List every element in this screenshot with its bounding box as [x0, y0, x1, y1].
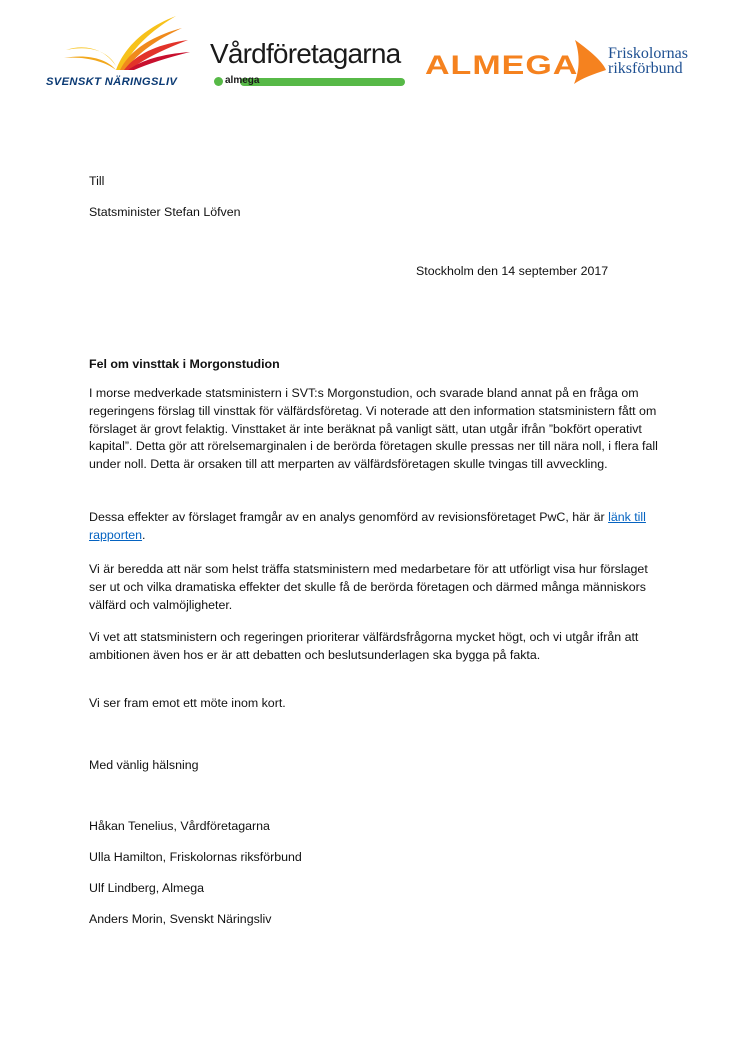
signatory: Anders Morin, Svenskt Näringsliv: [89, 912, 272, 926]
almega-wordmark: ALMEGA: [425, 50, 579, 81]
logo-row: [0, 0, 746, 110]
svenskt-naringsliv-wordmark: SVENSKT NÄRINGSLIV: [46, 76, 178, 88]
signatory: Håkan Tenelius, Vårdföretagarna: [89, 819, 270, 833]
paragraph-1: I morse medverkade statsministern i SVT:s Morgonstudion, och svarade bland annat på en fråga om regeringens förslag till vinsttak för välfärdsföretag. Vi noterade att den information statsministern fått om förslaget är grovt felaktig. Vinsttaket är inte beräknat på vanligt sätt, utan utgår ifrån ”bokfört operativt kapital”. Detta gör att rörelsemarginalen i de berörda företagen skulle pressas ner till nära noll, i flera fall under noll. Detta är orsaken till att merparten av välfärdsföretagen skulle tvingas till avveckling.: [89, 386, 658, 472]
friskolornas-wordmark: [608, 46, 688, 76]
vardforetagarna-almega-sub: almega: [225, 75, 260, 86]
place-date: Stockholm den 14 september 2017: [416, 264, 609, 278]
to-label: Till: [89, 174, 105, 188]
vardforetagarna-green-dot: [214, 77, 223, 86]
friskolornas-line2: riksförbund: [608, 60, 683, 77]
friskolornas-line1: Friskolornas: [608, 45, 688, 62]
flame-icon: [64, 14, 194, 76]
paragraph-2: [89, 509, 659, 545]
paragraph-2-text: Dessa effekter av förslaget framgår av en analys genomförd av revisionsföretaget PwC, här är: [89, 510, 609, 524]
paragraph-2-end: .: [142, 527, 146, 542]
signatory: Ulla Hamilton, Friskolornas riksförbund: [89, 850, 302, 864]
report-link[interactable]: länk till rapporten: [89, 510, 646, 542]
vardforetagarna-wordmark: Vårdföretagarna: [210, 38, 401, 69]
almega-logo: [425, 50, 578, 90]
subject-heading: Fel om vinsttak i Morgonstudion: [89, 357, 280, 371]
sail-icon: [572, 40, 608, 86]
paragraph-3: Vi är beredda att när som helst träffa statsministern med medarbetare för att utförligt visa hur förslaget ser ut och vilka dramatiska effekter det skulle få de berörda företagen och därmed många människors välfärd och valmöjligheter.: [89, 562, 648, 612]
closing: Med vänlig hälsning: [89, 758, 199, 772]
svenskt-naringsliv-logo: [46, 14, 196, 94]
paragraph-5: Vi ser fram emot ett möte inom kort.: [89, 696, 286, 710]
recipient: Statsminister Stefan Löfven: [89, 205, 241, 219]
vardforetagarna-green-bar: [240, 78, 405, 86]
vardforetagarna-logo: [210, 38, 410, 98]
friskolornas-logo: [572, 40, 707, 90]
signatory: Ulf Lindberg, Almega: [89, 881, 205, 895]
paragraph-4: Vi vet att statsministern och regeringen prioriterar välfärdsfrågorna mycket högt, och vi utgår ifrån att ambitionen även hos er är att debatten och beslutsunderlagen ska bygga på fakta.: [89, 630, 639, 662]
